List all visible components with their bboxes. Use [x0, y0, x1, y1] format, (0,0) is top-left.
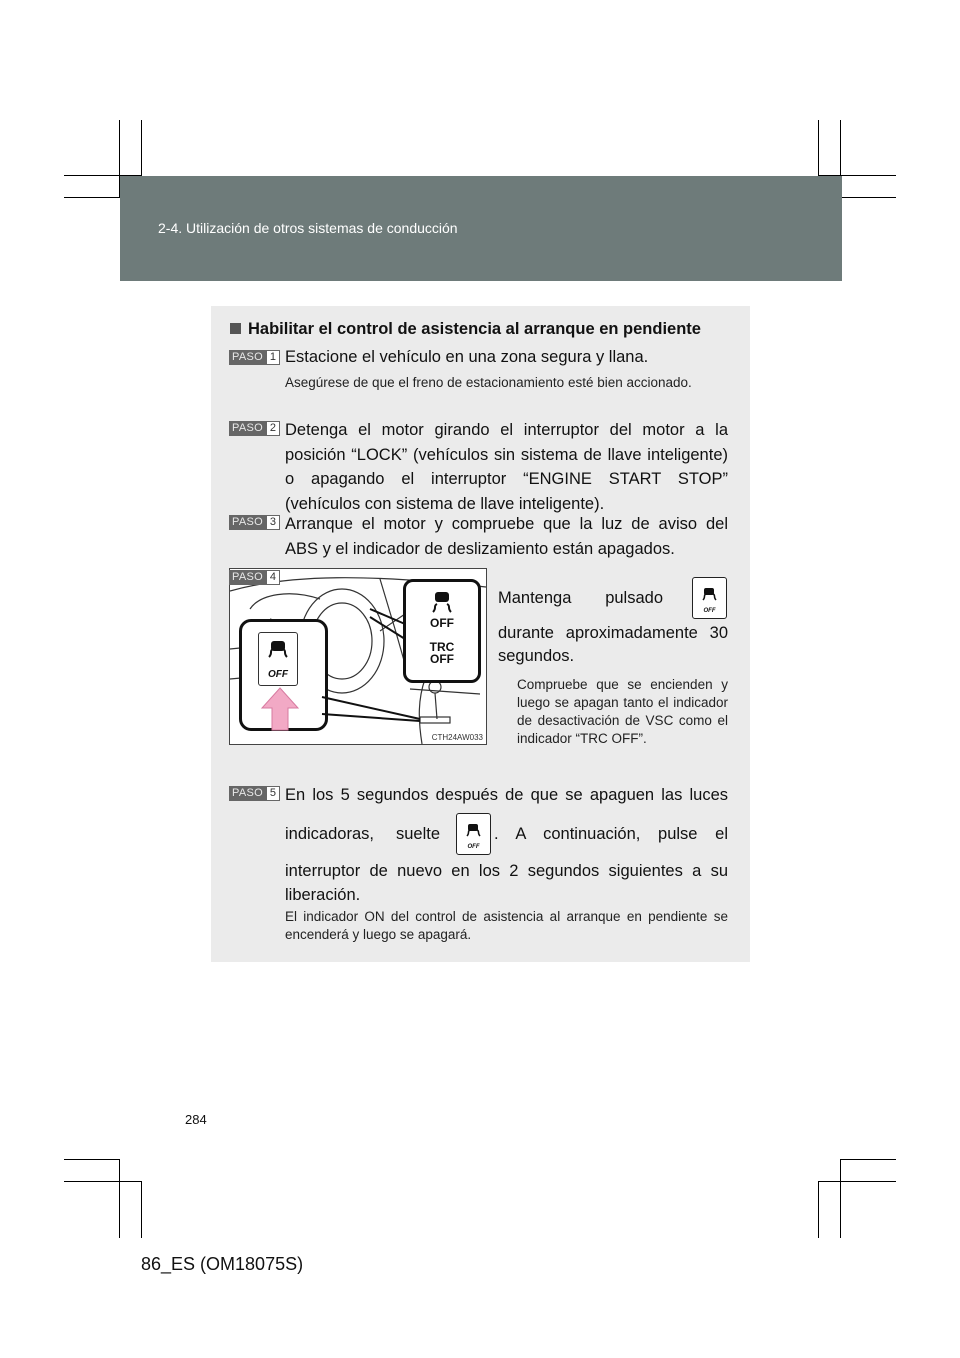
square-bullet-icon — [230, 323, 241, 334]
step-3-text: Arranque el motor y compruebe que la luz de aviso del ABS y el indicador de deslizamiento están apagados. — [285, 515, 728, 558]
page-number: 284 — [185, 1112, 207, 1127]
step-badge-5: PASO 5 — [229, 786, 280, 801]
vsc-off-switch-inline-2 — [456, 813, 491, 855]
step-4-note: Compruebe que se encienden y luego se apagan tanto el indicador de desactivación de VSC como el indicador “TRC OFF”. — [517, 677, 728, 746]
step-badge-4: PASO 4 — [229, 570, 280, 585]
section-header — [120, 176, 842, 281]
switch-off-label: OFF — [467, 844, 480, 850]
step-badge-2: PASO 2 — [229, 421, 280, 436]
step-1-note: Asegúrese de que el freno de estacionamiento esté bien accionado. — [285, 375, 692, 390]
section-title: 2-4. Utilización de otros sistemas de conducción — [158, 220, 458, 236]
step-badge-1: PASO 1 — [229, 350, 280, 365]
step-5-line-3: interruptor de nuevo en los 2 segundos siguientes a su — [285, 862, 728, 880]
figure-code: CTH24AW033 — [431, 733, 483, 742]
button-off-label: OFF — [268, 669, 288, 680]
document-code: 86_ES (OM18075S) — [141, 1254, 304, 1274]
step-5-line-2b: . A continuación, pulse el — [494, 825, 728, 843]
trc-off-indicator: TRC OFF — [429, 640, 455, 666]
heading-text: Habilitar el control de asistencia al arranque en pendiente — [248, 320, 701, 338]
step-4-text-c: segundos. — [498, 647, 575, 665]
dashboard-illustration — [229, 568, 487, 745]
step-5-note: El indicador ON del control de asistencia al arranque en pendiente se encenderá y luego se apagará. — [285, 909, 728, 942]
step-5-line-1: En los 5 segundos después de que se apaguen las luces — [285, 786, 728, 804]
section-heading — [230, 320, 701, 339]
step-2-text: Detenga el motor girando el interruptor del motor a la posición “LOCK” (vehículos sin sistema de llave inteligente) o apagando el interruptor “ENGINE START STOP” (vehículos con sistema de llave inteligente). — [285, 421, 728, 513]
step-4-text-a: Mantenga pulsado — [498, 589, 663, 607]
step-4-text-b: durante aproximadamente 30 — [498, 624, 728, 642]
vsc-off-switch-inline — [692, 577, 727, 619]
step-5-line-2a: indicadoras, suelte — [285, 825, 440, 843]
callout-leader-lines — [230, 569, 486, 744]
switch-off-label: OFF — [703, 608, 716, 614]
step-1-text: Estacione el vehículo en una zona segura y llana. — [285, 348, 649, 366]
vsc-off-indicator: OFF — [430, 616, 454, 630]
step-5-line-4: liberación. — [285, 886, 361, 904]
step-badge-3: PASO 3 — [229, 515, 280, 530]
